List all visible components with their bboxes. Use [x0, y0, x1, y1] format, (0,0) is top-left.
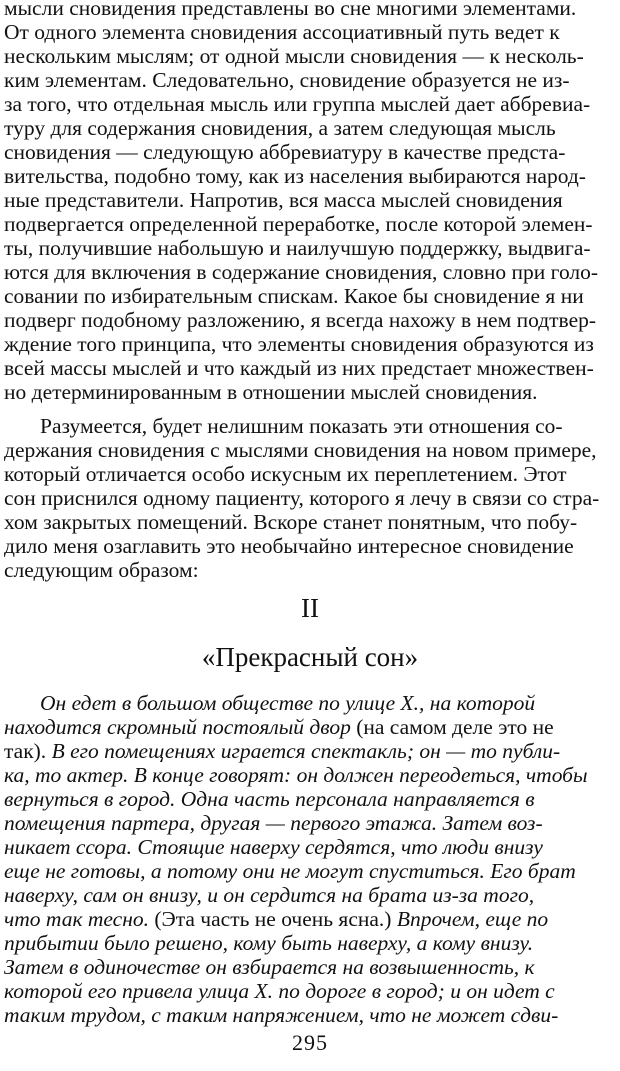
dream-line — [4, 810, 616, 836]
text-line: мысли сновидения представлены во сне многими элементами. — [4, 0, 577, 20]
text-line: туру для содержания сновидения, а затем следующая мысль — [4, 116, 556, 140]
text-line: ким элементам. Следовательно, сновидение образуется не из- — [4, 68, 570, 92]
text-line: От одного элемента сновидения ассоциативный путь ведет к — [4, 20, 560, 44]
page-number: 295 — [292, 1030, 328, 1055]
text-line: ты, получившие набольшую и наилучшую поддержку, выдвига- — [4, 236, 591, 260]
italic-run: таким трудом, с таким напряжением, что не может сдви- — [4, 1003, 559, 1027]
dream-line — [40, 690, 616, 716]
section-number: II — [301, 593, 319, 623]
dream-line — [4, 978, 616, 1004]
italic-run: которой его привела улица X. по дороге в город; и он идет с — [4, 979, 555, 1003]
text-line: следующим образом: — [4, 558, 199, 582]
dream-line — [4, 714, 616, 740]
text-line: всей массы мыслей и что каждый из них предстает множествен- — [4, 356, 594, 380]
italic-run: никает ссора. Стоящие наверху сердятся, что люди внизу — [4, 835, 543, 859]
dream-line — [4, 930, 616, 956]
roman-run: (Эта часть не очень ясна.) — [149, 907, 397, 931]
text-line: ждение того принципа, что элементы сновидения образуются из — [4, 332, 594, 356]
text-line: подвергается определенной переработке, после которой элемен- — [4, 212, 593, 236]
italic-run: еще не готовы, а потому они не могут спуститься. Его брат — [4, 859, 576, 883]
text-line: сновидения — следующую аббревиатуру в качестве предста- — [4, 140, 566, 164]
italic-run: находится скромный постоялый двор — [4, 715, 351, 739]
italic-run: Впрочем, еще по — [396, 907, 549, 931]
text-line: совании по избирательным спискам. Какое бы сновидение я ни — [4, 284, 584, 308]
dream-line — [4, 786, 616, 812]
text-line: нескольким мыслям; от одной мысли сновидения — к несколь- — [4, 44, 584, 68]
text-line: хом закрытых помещений. Вскоре станет понятным, что побу- — [4, 510, 578, 534]
italic-run: помещения партера, другая — первого этажа. Затем воз- — [4, 811, 543, 835]
text-line: который отличается особо искусным их переплетением. Этот — [4, 462, 567, 486]
italic-run: Затем в одиночестве он взбирается на возвышенность, к — [4, 955, 535, 979]
dream-line — [4, 1002, 616, 1028]
text-line: дило меня озаглавить это необычайно интересное сновидение — [4, 534, 574, 558]
dream-line — [4, 906, 616, 932]
text-line: Разумеется, будет нелишним показать эти отношения со- — [40, 414, 563, 438]
italic-run: что так тесно. — [4, 907, 149, 931]
dream-line — [4, 834, 616, 860]
italic-run: вернуться в город. Одна часть персонала направляется в — [4, 787, 535, 811]
section-title: «Прекрасный сон» — [201, 642, 419, 672]
dream-line — [4, 762, 616, 788]
italic-run: В его помещениях играется спектакль; он — то публи- — [51, 739, 561, 763]
text-line: ются для включения в содержание сновидения, словно при голо- — [4, 260, 599, 284]
text-line: вительства, подобно тому, как из населения выбираются народ- — [4, 164, 586, 188]
italic-run: Он едет в большом обществе по улице X., на которой — [40, 691, 536, 715]
dream-line — [4, 738, 616, 764]
dream-line — [4, 858, 616, 884]
italic-run: ка, то актер. В конце говорят: он должен переодеться, чтобы — [4, 763, 588, 787]
text-line: сон приснился одному пациенту, которого я лечу в связи со стра- — [4, 486, 600, 510]
text-line: подверг подобному разложению, я всегда нахожу в нем подтвер- — [4, 308, 597, 332]
roman-run: так). — [4, 739, 52, 763]
roman-run: (на самом деле это не — [350, 715, 554, 739]
italic-run: наверху, сам он внизу, и он сердится на брата из-за того, — [4, 883, 535, 907]
text-line: за того, что отдельная мысль или группа мыслей дает аббревиа- — [4, 92, 591, 116]
dream-line — [4, 954, 616, 980]
book-page — [4, 0, 616, 1071]
text-line: держания сновидения с мыслями сновидения на новом примере, — [4, 438, 597, 462]
text-line: ные представители. Напротив, вся масса мыслей сновидения — [4, 188, 563, 212]
text-line: но детерминированным в отношении мыслей сновидения. — [4, 380, 538, 404]
dream-line — [4, 882, 616, 908]
italic-run: прибытии было решено, кому быть наверху, а кому внизу. — [4, 931, 534, 955]
